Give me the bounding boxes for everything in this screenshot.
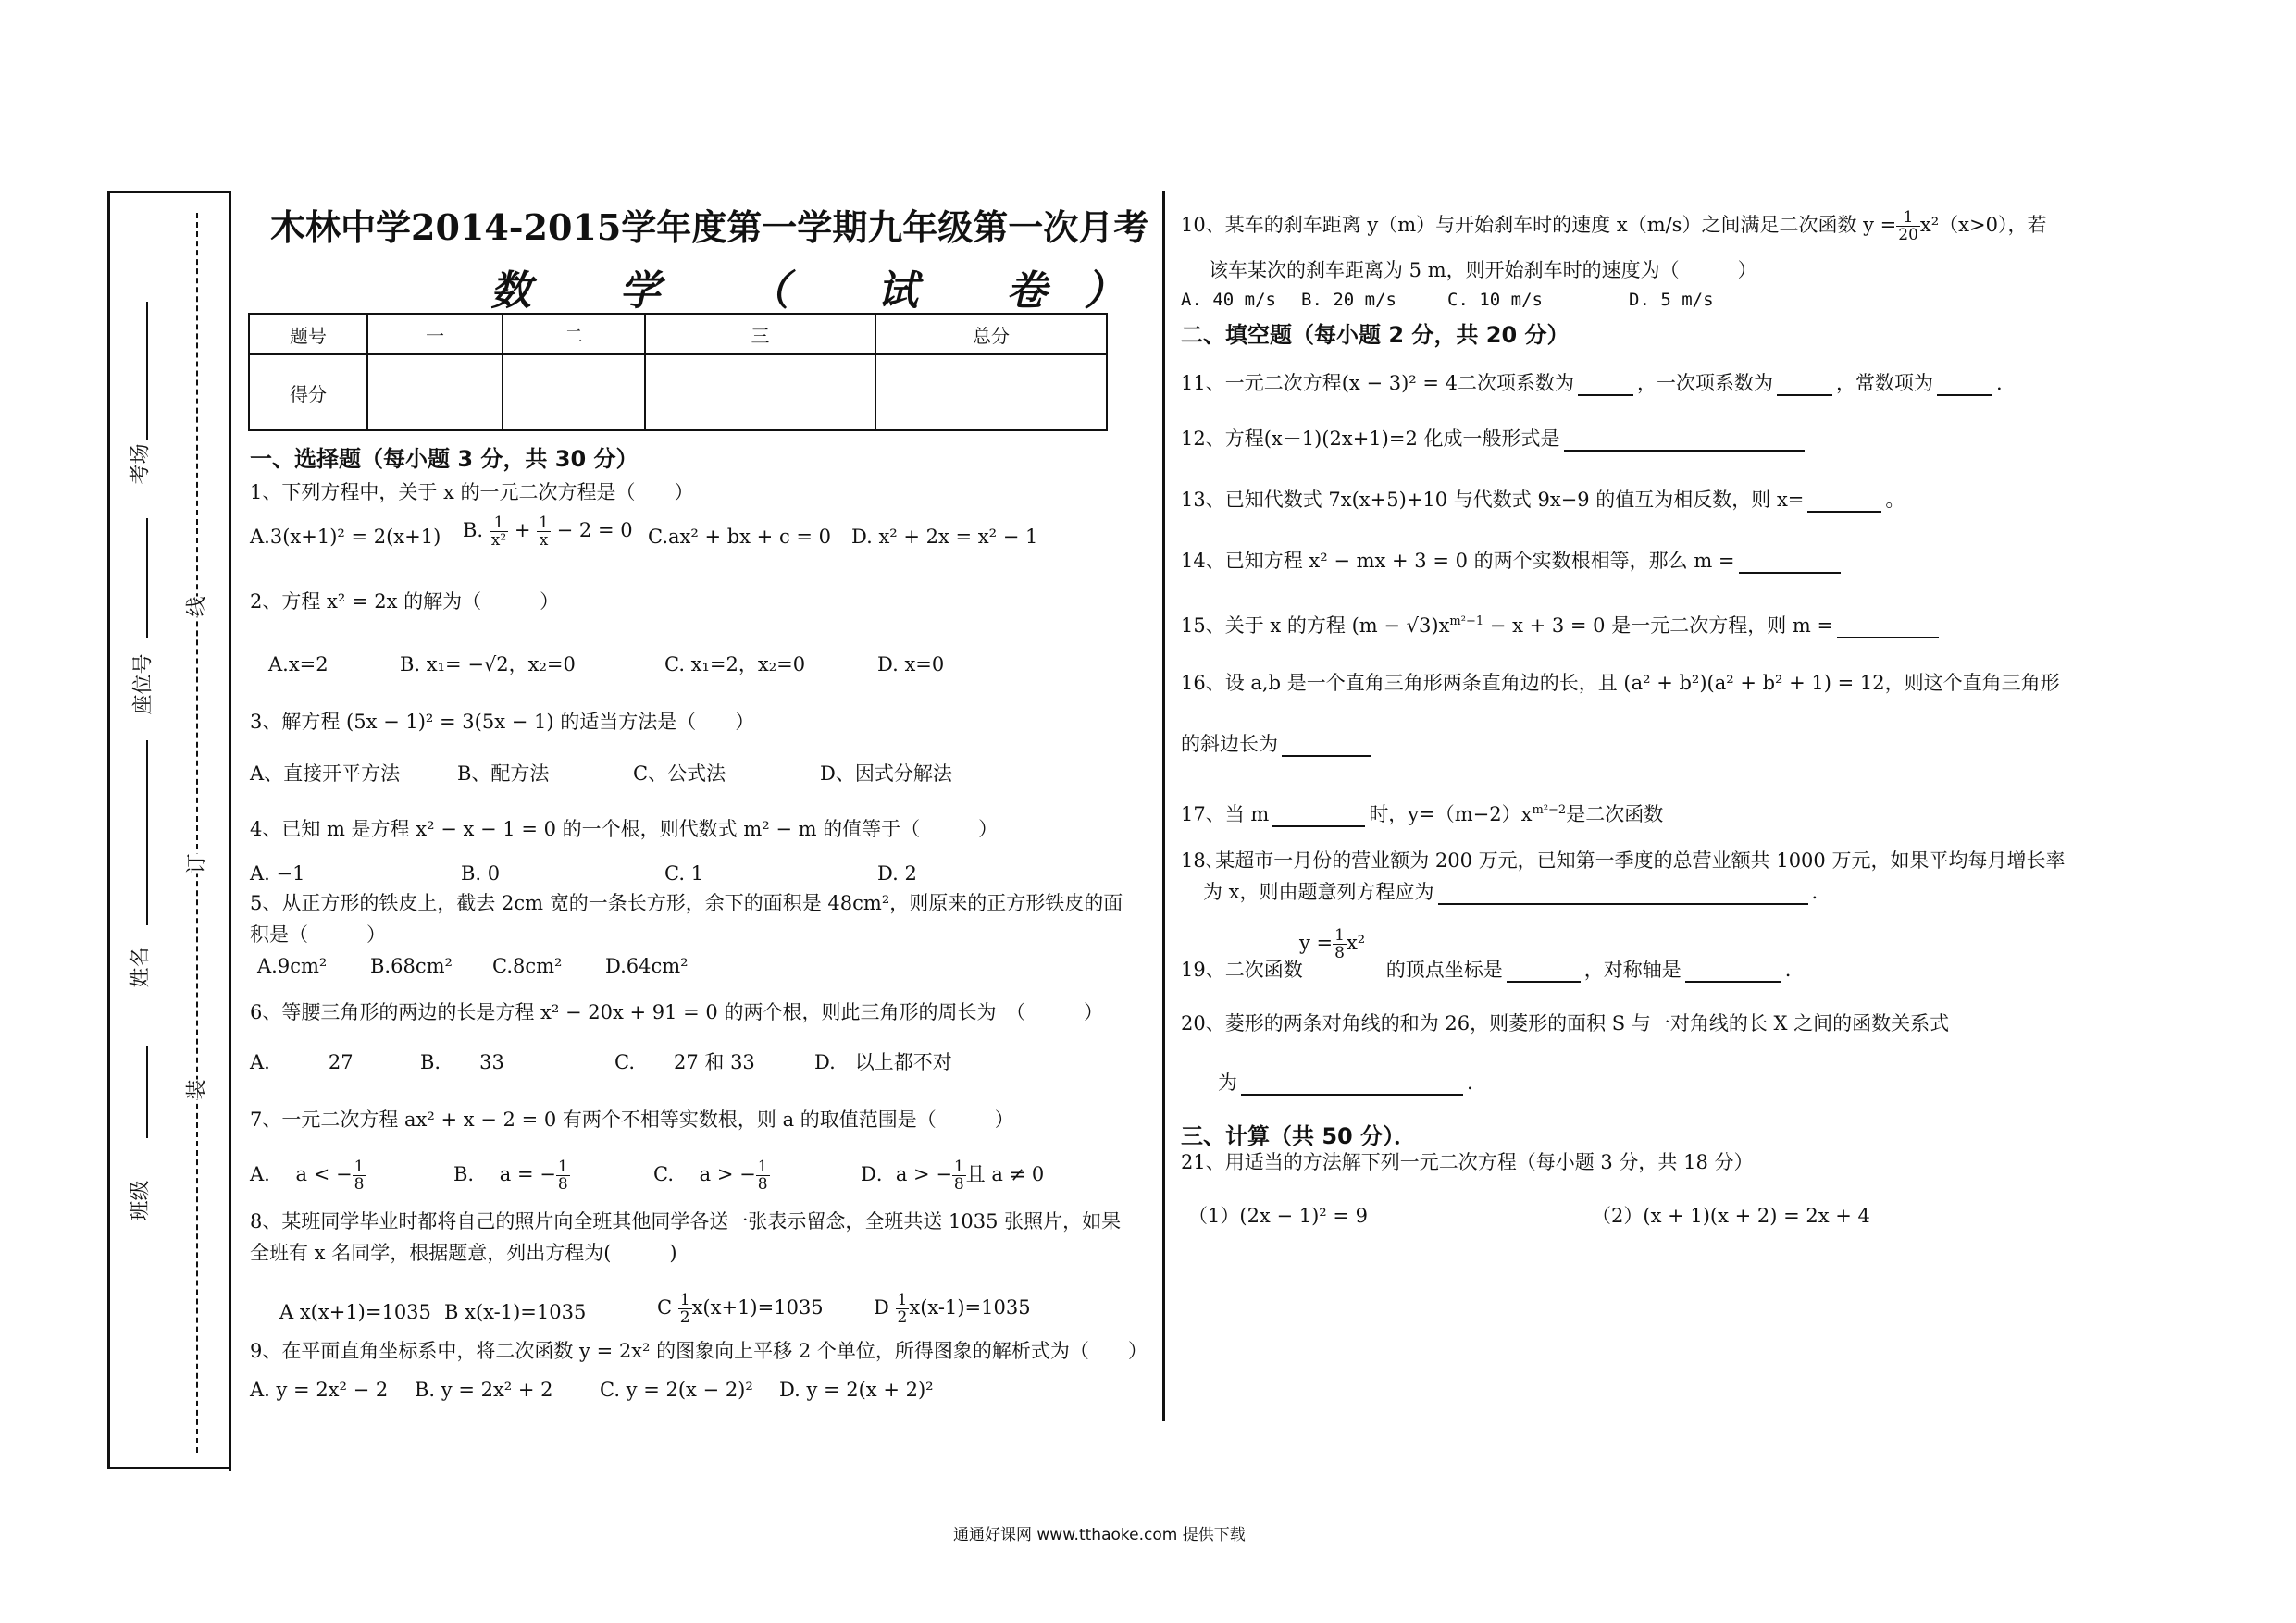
- q17-end: 是二次函数: [1566, 803, 1664, 825]
- fraction: $\frac{1}{8}$: [953, 1158, 964, 1194]
- question-1-option-a: A.3(x+1)² = 2(x+1): [250, 526, 441, 548]
- question-10-stem-cont: 该车某次的刹车距离为 5 m，则开始刹车时的速度为（ ）: [1209, 259, 1757, 281]
- question-16-cont: [1181, 731, 1374, 757]
- q18-end: .: [1811, 881, 1818, 903]
- question-9-option-a: A. y = 2x² − 2: [250, 1379, 389, 1401]
- question-4-option-b: B. 0: [461, 862, 501, 885]
- fraction: $\frac{1}{\text{x²}}$: [490, 514, 507, 550]
- answer-blank[interactable]: [1507, 960, 1581, 983]
- fraction: $\frac{1}{x}$: [539, 514, 549, 550]
- score-cell[interactable]: [875, 354, 1107, 430]
- q19-end: .: [1784, 959, 1792, 981]
- question-10-stem-text: 10、某车的刹车距离 y（m）与开始刹车时的速度 x（m/s）之间满足二次函数 y =: [1181, 214, 1897, 236]
- q17-text: 17、当 m: [1181, 803, 1270, 825]
- question-4-stem: 4、已知 m 是方程 x² − x − 1 = 0 的一个根，则代数式 m² − m 的值等于（ ）: [250, 818, 999, 840]
- question-7-stem: 7、一元二次方程 ax² + x − 2 = 0 有两个不相等实数根，则 a 的取值范围是（ ）: [250, 1109, 1014, 1131]
- answer-blank[interactable]: [1739, 551, 1841, 574]
- option-d-tail: x(x-1)=1035: [909, 1296, 1031, 1319]
- section3-heading: 三、计算（共 50 分）．: [1181, 1123, 1417, 1149]
- question-21-part-1: [1188, 1203, 1368, 1229]
- question-1-stem: 1、下列方程中，关于 x 的一元二次方程是（ ）: [250, 481, 694, 503]
- score-table: [248, 313, 1108, 431]
- footer-credit: 通通好课网 www.tthaoke.com 提供下载: [953, 1526, 1246, 1544]
- question-21-part-2: [1592, 1203, 1870, 1229]
- question-10-stem: [1181, 209, 2046, 243]
- name-blank: [146, 740, 148, 925]
- q16-text: 的斜边长为: [1181, 733, 1278, 755]
- question-10-option-b: B. 20 m/s: [1301, 290, 1396, 310]
- answer-blank[interactable]: [1685, 960, 1781, 983]
- question-10-stem-tail: x²（x>0），若: [1919, 214, 2047, 236]
- question-21-stem: 21、用适当的方法解下列一元二次方程（每小题 3 分，共 18 分）: [1181, 1151, 1754, 1173]
- question-3-option-c: C、公式法: [633, 762, 726, 785]
- score-table-header: 题号: [249, 314, 367, 354]
- question-8-stem-cont: 全班有 x 名同学，根据题意，列出方程为( ): [250, 1242, 677, 1264]
- question-10-option-d: D. 5 m/s: [1629, 290, 1714, 310]
- question-7-option-b: B. a = − $\frac{1}{8}$: [453, 1158, 568, 1194]
- score-row-label: 得分: [249, 354, 367, 430]
- option-a-label: A. a <: [250, 1163, 330, 1185]
- q11-pre: 11、一元二次方程: [1181, 372, 1342, 394]
- q11-equation: (x − 3)² = 4: [1341, 372, 1458, 394]
- question-2-option-c: C. x₁=2，x₂=0: [664, 653, 806, 675]
- binding-margin: [107, 191, 230, 1469]
- question-12: [1181, 426, 1808, 452]
- answer-blank[interactable]: [1837, 616, 1939, 638]
- question-6-option-d: D. 以上都不对: [814, 1051, 952, 1073]
- question-5-option-c: C.8cm²: [492, 955, 563, 977]
- q19-eq-y: y =: [1299, 932, 1334, 954]
- question-6-stem: 6、等腰三角形的两边的长是方程 x² − 20x + 91 = 0 的两个根，则此三角形的周长为 （ ）: [250, 1001, 1103, 1023]
- q14-text: 14、已知方程 x² − mx + 3 = 0 的两个实数根相等，那么 m =: [1181, 550, 1735, 572]
- question-9-option-c: C. y = 2(x − 2)²: [600, 1379, 753, 1401]
- fraction: $\frac{1}{2}$: [897, 1291, 908, 1327]
- answer-blank[interactable]: [1937, 374, 1992, 396]
- fraction: $\frac{1}{20}$: [1898, 208, 1918, 244]
- q15-text: 15、关于 x 的方程 (m − √3)x: [1181, 614, 1450, 637]
- score-table-header: 三: [645, 314, 875, 354]
- q18-text: 为 x，则由题意列方程应为: [1203, 881, 1434, 903]
- answer-blank[interactable]: [1241, 1073, 1463, 1096]
- question-1-option-d: D. x² + 2x = x² − 1: [851, 526, 1038, 548]
- question-14: [1181, 548, 1844, 574]
- binding-dashed-line: [196, 213, 198, 1453]
- question-15: [1181, 609, 1942, 638]
- answer-blank[interactable]: [1438, 883, 1808, 905]
- question-2-option-b: B. x₁= −√2，x₂=0: [400, 653, 576, 675]
- q19-text: ，对称轴是: [1583, 959, 1682, 981]
- q12-text: 12、方程(x－1)(2x+1)=2 化成一般形式是: [1181, 427, 1560, 450]
- binding-label-name: 姓名: [129, 947, 153, 988]
- q13-end: 。: [1885, 489, 1905, 511]
- question-18: 18､某超市一月份的营业额为 200 万元，已知第一季度的总营业额共 1000 万元，如果平均每月增长率: [1181, 849, 2066, 872]
- q13-text: 13、已知代数式 7x(x+5)+10 与代数式 9x−9 的值互为相反数，则 x=: [1181, 489, 1805, 511]
- q20-end: .: [1467, 1072, 1473, 1094]
- q19-eq-tail: x²: [1346, 932, 1366, 954]
- question-19: [1181, 957, 1791, 983]
- answer-blank[interactable]: [1564, 429, 1805, 452]
- q19-text: 19、二次函数: [1181, 959, 1303, 981]
- question-10-option-c: C. 10 m/s: [1447, 290, 1543, 310]
- q20-text: 为: [1218, 1072, 1237, 1094]
- question-11: [1181, 370, 2003, 396]
- option-d-label: D: [874, 1296, 889, 1319]
- part-equation: (x + 1)(x + 2) = 2x + 4: [1643, 1205, 1870, 1227]
- question-5-option-a: A.9cm²: [257, 955, 328, 977]
- q15-text: − x + 3 = 0 是一元二次方程，则 m =: [1483, 614, 1834, 637]
- question-8-option-b: B x(x-1)=1035: [444, 1301, 587, 1323]
- question-10-option-a: A. 40 m/s: [1181, 290, 1276, 310]
- option-d-label: D．a >: [861, 1163, 930, 1185]
- q17-text: 时，y=（m−2）x: [1369, 803, 1533, 825]
- question-9-option-d: D. y = 2(x + 2)²: [779, 1379, 934, 1401]
- question-8-option-a: A x(x+1)=1035: [279, 1301, 431, 1323]
- question-5-stem: 5、从正方形的铁皮上，截去 2cm 宽的一条长方形，余下的面积是 48cm²，则原来的正方形铁皮的面: [250, 892, 1123, 914]
- fraction: $\frac{1}{8}$: [354, 1158, 365, 1194]
- question-1-option-c: C.ax² + bx + c = 0: [648, 526, 832, 548]
- question-8-option-d: [874, 1292, 1031, 1326]
- cut-mark-line: 线: [181, 596, 210, 616]
- option-b-label: B.: [463, 519, 484, 541]
- question-20: 20、菱形的两条对角线的和为 26，则菱形的面积 S 与一对角线的长 X 之间的函数关系式: [1181, 1012, 1950, 1035]
- question-7-option-c: C. a > − $\frac{1}{8}$: [653, 1158, 768, 1194]
- question-5-stem-cont: 积是（ ）: [250, 923, 386, 946]
- part-label: （1）: [1188, 1205, 1240, 1227]
- question-8-stem: 8、某班同学毕业时都将自己的照片向全班其他同学各送一张表示留念，全班共送 1035 张照片，如果: [250, 1210, 1122, 1233]
- question-6-option-b: B. 33: [420, 1051, 504, 1073]
- score-cell[interactable]: [367, 354, 503, 430]
- q11-text: ，常数项为: [1836, 372, 1933, 394]
- option-b-tail: − 2 = 0: [550, 519, 633, 541]
- fraction: $\frac{1}{8}$: [757, 1158, 768, 1194]
- cut-mark-bind: 装: [181, 1079, 210, 1099]
- exam-title: 木林中学2014-2015学年度第一学期九年级第一次月考: [270, 206, 1149, 248]
- question-3-stem: 3、解方程 (5x − 1)² = 3(5x − 1) 的适当方法是（ ）: [250, 711, 755, 733]
- q19-text: 的顶点坐标是: [1385, 959, 1503, 981]
- seat-number-blank: [146, 518, 148, 638]
- q15-exponent: m²−1: [1449, 614, 1484, 628]
- question-3-option-b: B、配方法: [457, 762, 550, 785]
- section2-heading: 二、填空题（每小题 2 分，共 20 分）: [1181, 322, 1570, 348]
- score-cell[interactable]: [503, 354, 645, 430]
- question-4-option-c: C. 1: [664, 862, 704, 885]
- fraction: $\frac{1}{8}$: [1334, 926, 1345, 962]
- section1-heading: 一、选择题（每小题 3 分，共 30 分）: [250, 446, 639, 472]
- fraction: $\frac{1}{2}$: [679, 1291, 690, 1327]
- question-2-option-d: D. x=0: [877, 653, 945, 675]
- question-6-option-c: C. 27 和 33: [614, 1051, 755, 1073]
- question-3-option-a: A、直接开平方法: [250, 762, 401, 785]
- exam-subtitle: 数 学 （ 试 卷）: [490, 267, 1162, 315]
- question-9-option-b: B. y = 2x² + 2: [415, 1379, 553, 1401]
- question-6-option-a: A. 27: [250, 1051, 354, 1073]
- score-table-header: 总分: [875, 314, 1107, 354]
- question-9-stem: 9、在平面直角坐标系中，将二次函数 y = 2x² 的图象向上平移 2 个单位，所得图象的解析式为（ ）: [250, 1340, 1148, 1362]
- question-18-cont: [1203, 879, 1818, 905]
- score-table-header: 二: [503, 314, 645, 354]
- question-7-option-d: D．a > − $\frac{1}{8}$ 且 a ≠ 0: [861, 1158, 1045, 1194]
- question-5-option-d: D.64cm²: [605, 955, 689, 977]
- option-c-label: C. a >: [653, 1163, 734, 1185]
- question-1-option-b: B. $\frac{1}{\text{x²}}$ + $\frac{1}{x}$ − 2 = 0: [463, 514, 633, 550]
- cut-mark-staple: 订: [181, 853, 210, 873]
- option-c-label: C: [657, 1296, 673, 1319]
- column-divider: [1162, 191, 1165, 1421]
- q17-exponent: m²−2: [1532, 803, 1567, 817]
- exam-room-blank: [146, 302, 148, 440]
- question-7-option-a: A. a < − $\frac{1}{8}$: [250, 1158, 365, 1194]
- question-13: [1181, 487, 1905, 513]
- question-2-stem: 2、方程 x² = 2x 的解为（ ）: [250, 590, 560, 613]
- binding-solid-line: [229, 191, 231, 1471]
- part-equation: (2x − 1)² = 9: [1239, 1205, 1368, 1227]
- q11-text: 二次项系数为: [1458, 372, 1574, 394]
- option-b-label: B. a =: [453, 1163, 534, 1185]
- part-label: （2）: [1592, 1205, 1644, 1227]
- question-3-option-d: D、因式分解法: [820, 762, 952, 785]
- binding-label-exam-room: 考场: [129, 443, 153, 485]
- score-cell[interactable]: [645, 354, 875, 430]
- answer-blank[interactable]: [1272, 805, 1365, 827]
- question-17: [1181, 798, 1663, 827]
- question-8-option-c: [657, 1292, 824, 1326]
- q11-text: ，一次项系数为: [1637, 372, 1773, 394]
- question-2-option-a: A.x=2: [268, 653, 329, 675]
- answer-blank[interactable]: [1777, 374, 1832, 396]
- fraction: $\frac{1}{8}$: [557, 1158, 568, 1194]
- q11-end: .: [1996, 372, 2003, 394]
- question-20-cont: [1218, 1070, 1473, 1096]
- class-blank: [146, 1046, 148, 1138]
- binding-label-seat: 座位号: [131, 653, 155, 715]
- answer-blank[interactable]: [1807, 490, 1881, 513]
- question-4-option-d: D. 2: [877, 862, 917, 885]
- answer-blank[interactable]: [1282, 735, 1371, 757]
- question-5-option-b: B.68cm²: [370, 955, 453, 977]
- answer-blank[interactable]: [1578, 374, 1633, 396]
- score-table-header: 一: [367, 314, 503, 354]
- question-16: 16、设 a,b 是一个直角三角形两条直角边的长，且 (a² + b²)(a² + b² + 1) = 12，则这个直角三角形: [1181, 672, 2060, 694]
- option-d-tail: 且 a ≠ 0: [965, 1163, 1045, 1185]
- option-c-tail: x(x+1)=1035: [691, 1296, 824, 1319]
- question-4-option-a: A. −1: [250, 862, 305, 885]
- binding-label-class: 班级: [129, 1180, 153, 1221]
